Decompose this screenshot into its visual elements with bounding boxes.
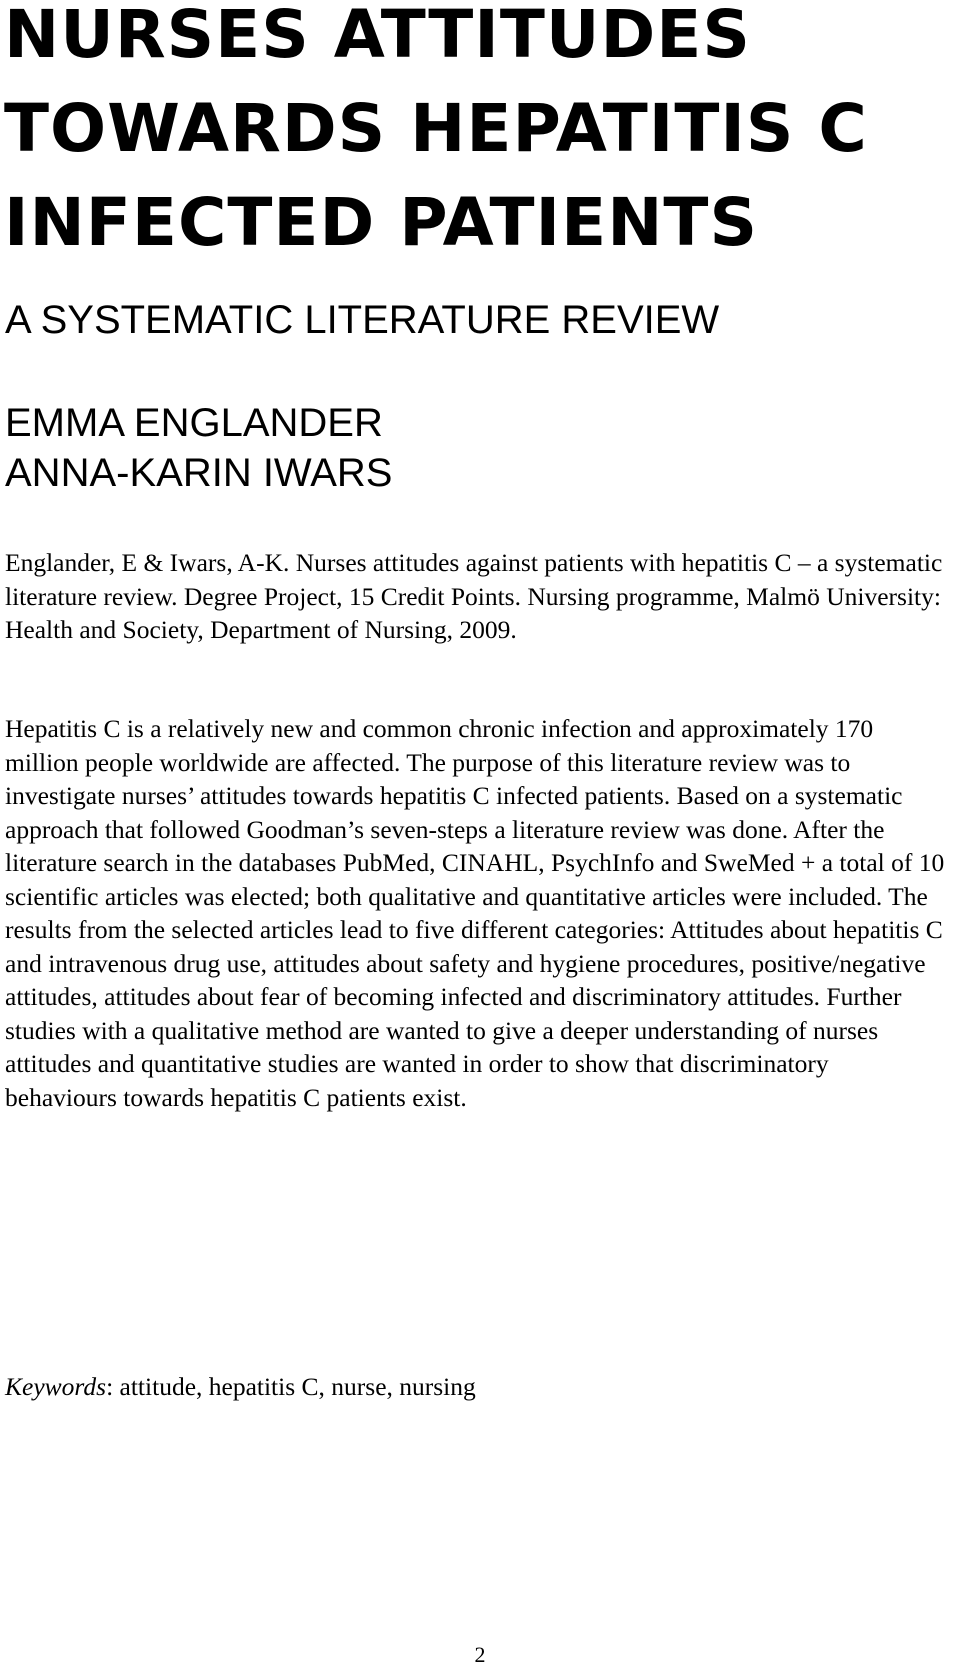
author-list [5, 398, 392, 498]
citation-paragraph: Englander, E & Iwars, A-K. Nurses attitudes against patients with hepatitis C – a systematic literature review. Degree Project, 15 Credit Points. Nursing programme, Malmö University: Health and Society, Department of Nursing, 2009. [5, 548, 943, 644]
page-number: 2 [474, 1642, 486, 1667]
abstract-paragraph: Hepatitis C is a relatively new and common chronic infection and approximately 170 million people worldwide are affected. The purpose of this literature review was to investigate nurses’ attitudes towards hepatitis C infected patients. Based on a systematic approach that followed Goodman’s seven-steps a literature review was done. After the literature search in the databases PubMed, CINAHL, PsychInfo and SweMed + a total of 10 scientific articles was elected; both qualitative and quantitative articles were included. The results from the selected articles lead to five different categories: Attitudes about hepatitis C and intravenous drug use, attitudes about safety and hygiene procedures, positive/negative attitudes, attitudes about fear of becoming infected and discriminatory attitudes. Further studies with a qualitative method are wanted to give a deeper understanding of nurses attitudes and quantitative studies are wanted in order to show that discriminatory behaviours towards hepatitis C patients exist. [5, 714, 945, 1112]
keywords-value: attitude, hepatitis C, nurse, nursing [119, 1372, 476, 1401]
document-title [4, 0, 944, 270]
title-line-3: INFECTED PATIENTS [4, 184, 758, 261]
title-line-1: NURSES ATTITUDES [4, 0, 751, 73]
keywords-line [5, 1370, 945, 1404]
author-name: ANNA-KARIN IWARS [5, 451, 393, 495]
title-line-2: TOWARDS HEPATITIS C [4, 90, 868, 167]
keywords-label: Keywords [5, 1372, 107, 1401]
keywords-separator: : [106, 1372, 120, 1401]
document-subtitle: A SYSTEMATIC LITERATURE REVIEW [5, 298, 720, 342]
author-name: EMMA ENGLANDER [5, 401, 383, 445]
